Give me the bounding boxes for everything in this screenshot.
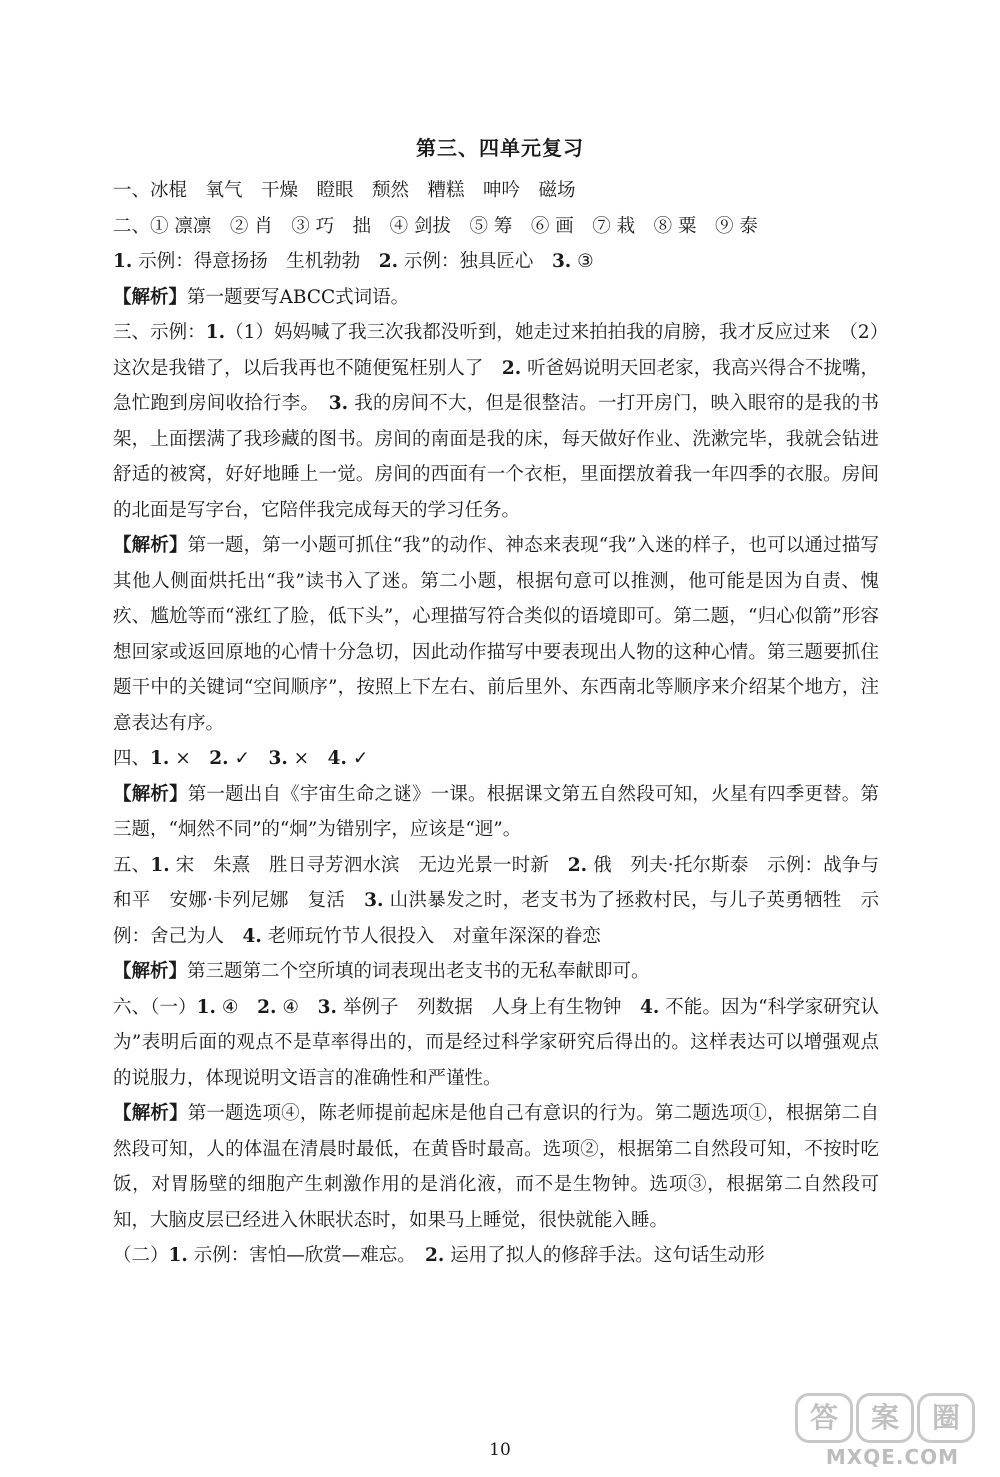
analysis-paragraph: 【解析】第一题要写ABCC式词语。 bbox=[113, 286, 410, 308]
watermark-logo bbox=[795, 1393, 990, 1471]
question-number: 4. bbox=[327, 748, 347, 769]
answer-paragraph: 一、冰棍 氧气 干燥 瞪眼 颓然 糟糕 呻吟 磁场 bbox=[113, 180, 576, 201]
question-number: 2. bbox=[424, 1245, 445, 1266]
watermark-char: 答 bbox=[795, 1393, 853, 1443]
answer-body bbox=[113, 173, 879, 1274]
analysis-tag: 【解析】 bbox=[113, 961, 188, 982]
question-number: 1. bbox=[168, 1245, 188, 1266]
question-number: 3. bbox=[317, 996, 337, 1018]
answer-paragraph: 五、1. 宋 朱熹 胜日寻芳泗水滨 无边光景一时新 2. 俄 列夫·托尔斯泰 示例：战争与和平 安娜·卡列尼娜 复活 3. 山洪暴发之时，老支书为了拯救村民，与儿子英勇牺牲 示例：舍己为人 4. 老师玩竹节人很投入 对童年深深的眷恋 bbox=[113, 854, 879, 947]
question-number: 4. bbox=[640, 996, 660, 1018]
answer-paragraph: 三、示例：1.（1）妈妈喊了我三次我都没听到，她走过来拍拍我的肩膀，我才反应过来 （2）这次是我错了，以后我再也不随便冤枉别人了 2. 听爸妈说明天回老家，我高兴得合不拢嘴，急忙跑到房间收拾行李。 3. 我的房间不大，但是很整洁。一打开房门，映入眼帘的是我的书架，上面摆满了我珍藏的图书。房间的南面是我的床，每天做好作业、洗漱完毕，我就会钻进舒适的被窝，好好地睡上一觉。房间的西面有一个衣柜，里面摆放着我一年四季的衣服。房间的北面是写字台，它陪伴我完成每天的学习任务。 bbox=[113, 322, 879, 521]
analysis-tag: 【解析】 bbox=[113, 286, 188, 308]
analysis-paragraph: 【解析】第一题选项④，陈老师提前起床是他自己有意识的行为。第二题选项①，根据第二自然段可知，人的体温在清晨时最低，在黄昏时最高。选项②，根据第二自然段可知，不按时吃饭，对胃肠壁的细胞产生刺激作用的是消化液，而不是生物钟。选项③，根据第二自然段可知，大脑皮层已经进入休眠状态时，如果马上睡觉，很快就能入睡。 bbox=[113, 1103, 879, 1231]
watermark-url: MXQE.COM bbox=[825, 1445, 960, 1469]
question-number: 4. bbox=[242, 925, 262, 947]
question-number: 2. bbox=[257, 996, 277, 1018]
question-number: 2. bbox=[567, 854, 588, 876]
question-number: 1. bbox=[205, 322, 226, 343]
question-number: 1. bbox=[113, 251, 133, 272]
question-number: 3. bbox=[364, 890, 384, 911]
watermark-char: 案 bbox=[856, 1393, 914, 1443]
analysis-paragraph: 【解析】第三题第二个空所填的词表现出老支书的无私奉献即可。 bbox=[113, 961, 650, 982]
question-number: 3. bbox=[328, 393, 349, 414]
question-number: 2. bbox=[501, 357, 522, 379]
question-number: 1. bbox=[150, 748, 170, 769]
answer-paragraph: （二）1. 示例：害怕—欣赏—难忘。 2. 运用了拟人的修辞手法。这句话生动形 bbox=[113, 1245, 765, 1266]
answer-paragraph: 1. 示例：得意扬扬 生机勃勃 2. 示例：独具匠心 3. ③ bbox=[113, 251, 594, 272]
analysis-tag: 【解析】 bbox=[113, 783, 188, 805]
question-number: 1. bbox=[150, 854, 170, 876]
page-number: 10 bbox=[489, 1440, 511, 1460]
page-title: 第三、四单元复习 bbox=[416, 136, 584, 160]
analysis-tag: 【解析】 bbox=[113, 1103, 188, 1124]
analysis-tag: 【解析】 bbox=[113, 535, 188, 556]
analysis-paragraph: 【解析】第一题出自《宇宙生命之谜》一课。根据课文第五自然段可知，火星有四季更替。第三题，“炯然不同”的“炯”为错别字，应该是“迥”。 bbox=[113, 783, 879, 840]
question-number: 3. bbox=[551, 251, 572, 272]
analysis-paragraph: 【解析】第一题，第一小题可抓住“我”的动作、神态来表现“我”入迷的样子，也可以通过描写其他人侧面烘托出“我”读书入了迷。第二小题，根据句意可以推测，他可能是因为自责、愧疚、尴尬等而“涨红了脸，低下头”，心理描写符合类似的语境即可。第二题，“归心似箭”形容想回家或返回原地的心情十分急切，因此动作描写中要表现出人物的这种心情。第三题要抓住题干中的关键词“空间顺序”，按照上下左右、前后里外、东西南北等顺序来介绍某个地方，注意表达有序。 bbox=[113, 535, 879, 734]
question-number: 1. bbox=[196, 996, 216, 1018]
answer-paragraph: 二、① 凛凛 ② 肖 ③ 巧 拙 ④ 剑拔 ⑤ 筹 ⑥ 画 ⑦ 栽 ⑧ 粟 ⑨ 泰 bbox=[113, 215, 758, 237]
question-number: 2. bbox=[378, 251, 399, 272]
watermark-char: 圈 bbox=[917, 1393, 975, 1443]
answer-paragraph: 六、（一）1. ④ 2. ④ 3. 举例子 列数据 人身上有生物钟 4. 不能。因为“科学家研究认为”表明后面的观点不是草率得出的，而是经过科学家研究后得出的。这样表达可以增强观点的说服力，体现说明文语言的准确性和严谨性。 bbox=[113, 996, 880, 1089]
question-number: 2. bbox=[209, 748, 229, 769]
answer-paragraph: 四、1. × 2. ✓ 3. × 4. ✓ bbox=[113, 748, 369, 769]
question-number: 3. bbox=[268, 748, 288, 769]
